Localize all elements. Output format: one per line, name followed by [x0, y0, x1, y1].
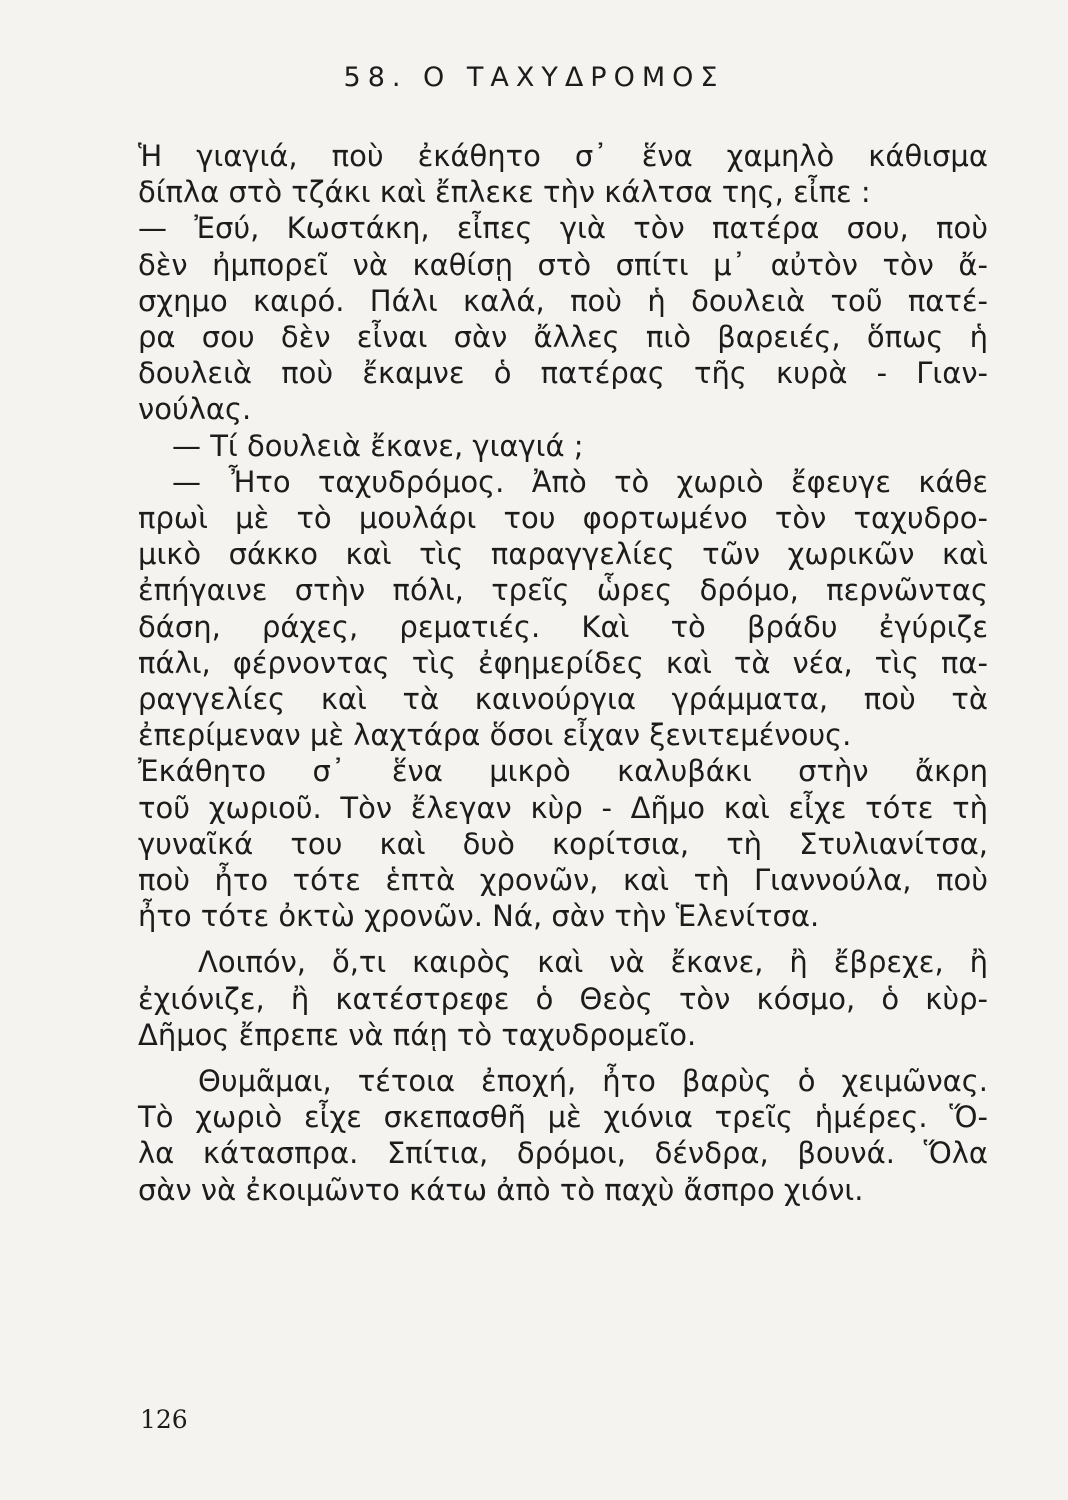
text-line: ἦτο τότε ὀκτὼ χρονῶν. Νά, σὰν τὴν Ἑλενίτσα.	[138, 899, 820, 934]
text-line: ἐπήγαινε στὴν πόλι, τρεῖς ὧρες δρόμο, περνῶντας	[138, 573, 988, 608]
text-line: Δῆμος ἔπρεπε νὰ πάῃ τὸ ταχυδρομεῖο.	[138, 1017, 697, 1052]
text-line: Τὸ χωριὸ εἶχε σκεπασθῆ μὲ χιόνια τρεῖς ἡμέρες. Ὅ-	[138, 1100, 988, 1135]
text-line: δὲν ἠμπορεῖ νὰ καθίσῃ στὸ σπίτι μ᾽ αὐτὸν τὸν ἄ-	[138, 247, 988, 282]
text-line: — Ἦτο ταχυδρόμος. Ἀπὸ τὸ χωριὸ ἔφευγε κάθε	[172, 464, 988, 499]
paragraph	[138, 138, 988, 210]
text-line: Ἐκάθητο σ᾽ ἕνα μικρὸ καλυβάκι στὴν ἄκρη	[138, 754, 988, 789]
text-line: ἐχιόνιζε, ἢ κατέστρεφε ὁ Θεὸς τὸν κόσμο, ὁ κὺρ-	[138, 981, 988, 1016]
text-line: δάση, ράχες, ρεματιές. Καὶ τὸ βράδυ ἐγύριζε	[138, 609, 988, 644]
text-line: ραγγελίες καὶ τὰ καινούργια γράμματα, ποὺ τὰ	[138, 682, 988, 717]
chapter-title: 58. Ο ΤΑΧΥΔΡΟΜΟΣ	[343, 62, 725, 93]
text-line: Λοιπόν, ὅ,τι καιρὸς καὶ νὰ ἔκανε, ἢ ἔβρεχε, ἢ	[198, 945, 988, 980]
text-line: λα κάτασπρα. Σπίτια, δρόμοι, δένδρα, βουνά. Ὅλα	[138, 1136, 988, 1171]
text-line: — Ἐσύ, Κωστάκη, εἶπες γιὰ τὸν πατέρα σου, ποὺ	[138, 211, 988, 246]
text-line: πάλι, φέρνοντας τὶς ἐφημερίδες καὶ τὰ νέα, τὶς πα-	[138, 645, 988, 680]
paragraph	[138, 428, 988, 464]
paragraph	[138, 210, 988, 427]
text-line: σὰν νὰ ἐκοιμῶντο κάτω ἀπὸ τὸ παχὺ ἄσπρο χιόνι.	[138, 1172, 864, 1207]
text-line: δίπλα στὸ τζάκι καὶ ἔπλεκε τὴν κάλτσα της, εἶπε :	[138, 175, 871, 210]
text-line: — Τί δουλειὰ ἔκανε, γιαγιά ;	[172, 428, 584, 463]
text-line: μικὸ σάκκο καὶ τὶς παραγγελίες τῶν χωρικῶν καὶ	[138, 537, 988, 572]
paragraph-spacer	[138, 1053, 988, 1063]
text-line: γυναῖκά του καὶ δυὸ κορίτσια, τὴ Στυλιανίτσα,	[138, 826, 988, 861]
paragraph	[138, 1063, 988, 1208]
text-line: νούλας.	[138, 392, 252, 427]
text-line: τοῦ χωριοῦ. Τὸν ἔλεγαν κὺρ - Δῆμο καὶ εἶχε τότε τὴ	[138, 790, 988, 825]
text-line: πρωὶ μὲ τὸ μουλάρι του φορτωμένο τὸν ταχυδρο-	[138, 501, 988, 536]
paragraph-spacer	[138, 934, 988, 944]
text-line: ρα σου δὲν εἶναι σὰν ἄλλες πιὸ βαρειές, ὅπως ἡ	[138, 320, 988, 355]
text-line: Θυμᾶμαι, τέτοια ἐποχή, ἦτο βαρὺς ὁ χειμῶνας.	[198, 1064, 988, 1099]
text-line: ποὺ ἦτο τότε ἑπτὰ χρονῶν, καὶ τὴ Γιαννούλα, ποὺ	[138, 863, 988, 898]
text-line: Ἡ γιαγιά, ποὺ ἐκάθητο σ᾽ ἕνα χαμηλὸ κάθισμα	[138, 139, 988, 173]
text-line: σχημο καιρό. Πάλι καλά, ποὺ ἡ δουλειὰ τοῦ πατέ-	[138, 283, 988, 318]
text-line: δουλειὰ ποὺ ἔκαμνε ὁ πατέρας τῆς κυρὰ - Γιαν-	[138, 356, 988, 391]
page-number: 126	[140, 1405, 188, 1434]
body-text	[138, 138, 988, 1208]
paragraph	[138, 753, 988, 934]
text-line: ἐπερίμεναν μὲ λαχτάρα ὅσοι εἶχαν ξενιτεμένους.	[138, 718, 852, 753]
paragraph	[138, 464, 988, 754]
paragraph	[138, 944, 988, 1053]
